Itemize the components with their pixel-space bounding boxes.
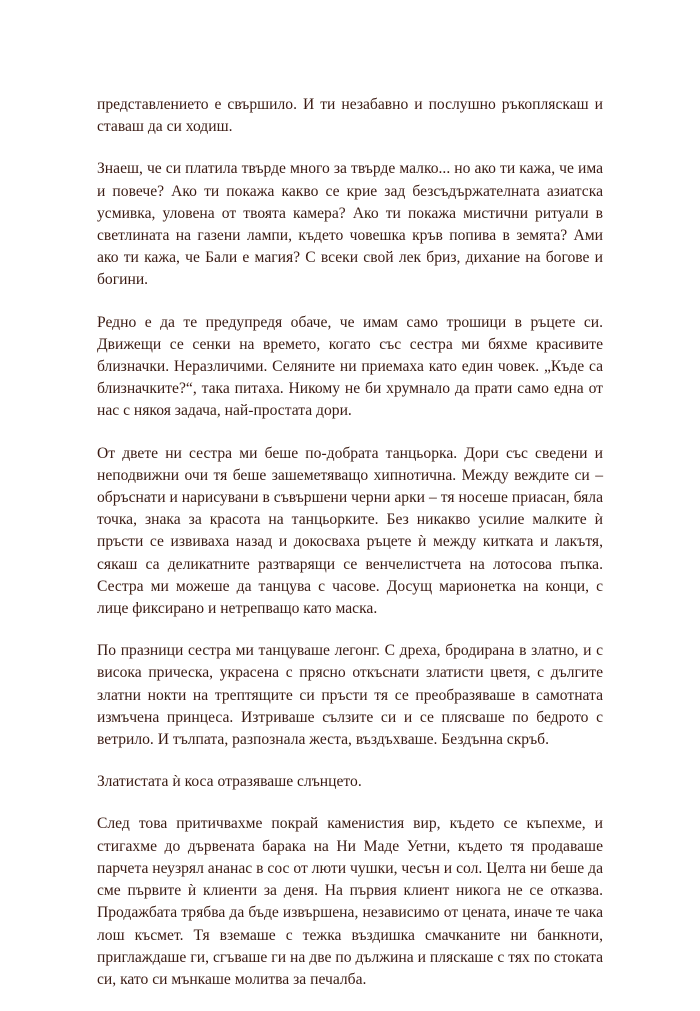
paragraph-6: Златистата ѝ коса отразяваше слънцето. xyxy=(97,773,362,791)
paragraph-4: От двете ни сестра ми беше по-добрата танцьорка. Дори със сведени и неподвижни очи тя беше зашеметяващо хипнотична. Между веждите си – обръснати и нарисувани в съвършени черни арки – тя носеше приасан, бяла точка, знака за красота на танцьорките. Без никакво усилие малките ѝ пръсти се извиваха назад и докосваха ръцете ѝ между китката и лакътя, сякаш са деликатните разтварящи се венчелистчета на лотосова пъпка. Сестра ми можеше да танцува с часове. Досущ марионетка на конци, с лице фиксирано и нетрепващо като маска. xyxy=(97,444,603,618)
paragraph-5: По празници сестра ми танцуваше легонг. С дреха, бродирана в златно, и с висока прическа, украсена с прясно откъснати златисти цветя, с дългите златни нокти на трептящите си пръсти тя се преобразяваше в самотната измъчена принцеса. Изтриваше сълзите си и се плясваше по бедрото с ветрило. И тълпата, разпознала жеста, въздъхваше. Бездънна скръб. xyxy=(97,642,603,749)
paragraph-7: След това притичвахме покрай каменистия вир, където се къпехме, и стигахме до дървената барака на Ни Маде Уетни, където тя продаваше парчета неузрял ананас в сос от люти чушки, чесън и сол. Целта ни беше да сме първите ѝ клиенти за деня. На първия клиент никога не се отказва. Продажбата трябва да бъде извършена, независимо от цената, иначе те чака лош късмет. Тя вземаше с тежка въздишка смачканите ни банкноти, приглаждаше ги, сгъваше ги на две по дължина и пляскаше с тях по стоката си, като си мънкаше молитва за печалба. xyxy=(97,815,603,988)
paragraph-3: Редно е да те предупредя обаче, че имам само трошици в ръцете си. Движещи се сенки на времето, когато със сестра ми бяхме красивите близначки. Неразличими. Селяните ни приемаха като един човек. „Къде са близначките?“, така питаха. Никому не би хрумнало да прати само една от нас с някоя задача, най-простата дори. xyxy=(97,313,603,420)
paragraph-1: представлението е свършило. И ти незабавно и послушно ръкопляскаш и ставаш да си ходиш. xyxy=(97,96,603,136)
paragraph-2: Знаеш, че си платила твърде много за твърде малко... но ако ти кажа, че има и повече? Ако ти покажа какво се крие зад безсъдържателната азиатска усмивка, уловена от твоята камера? Ако ти покажа мистични ритуали в светлината на газени лампи, където човешка кръв попива в земята? Ами ако ти кажа, че Бали е магия? С всеки свой лек бриз, дихание на богове и богини. xyxy=(97,160,603,289)
text-column xyxy=(97,94,603,1011)
